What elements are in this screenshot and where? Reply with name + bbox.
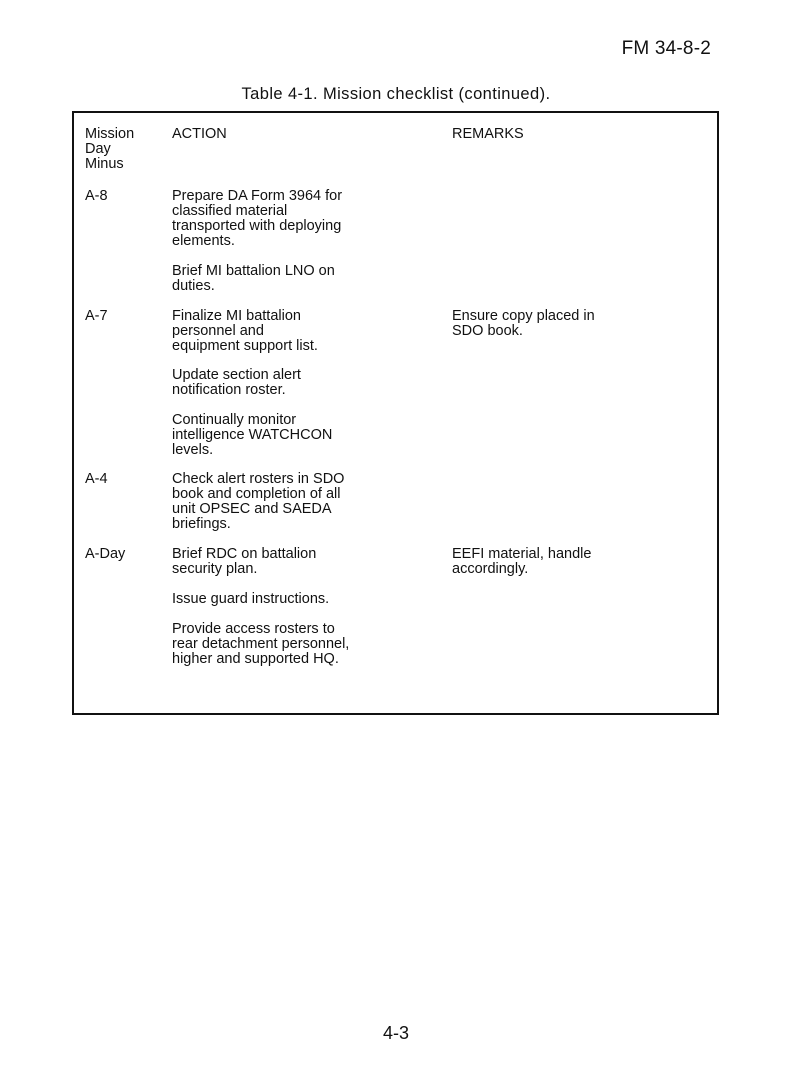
mission-checklist-table <box>72 111 719 715</box>
row-remarks: Ensure copy placed in SDO book. <box>452 308 595 339</box>
table-title: Table 4-1. Mission checklist (continued). <box>241 85 551 103</box>
row-action: Prepare DA Form 3964 for classified material transported with deploying elements. <box>172 188 343 249</box>
row-action: Provide access rosters to rear detachment personnel, higher and supported HQ. <box>172 621 350 667</box>
row-action: Brief MI battalion LNO on duties. <box>172 263 335 294</box>
row-day-a-4: A-4 <box>85 471 108 487</box>
row-action: Brief RDC on battalion security plan. <box>172 546 317 577</box>
column-header-mission-day: Mission Day Minus <box>85 126 135 172</box>
row-action: Check alert rosters in SDO book and completion of all unit OPSEC and SAEDA briefings. <box>172 471 345 532</box>
row-day-a-day: A-Day <box>85 546 126 562</box>
row-action: Update section alert notification roster. <box>172 367 301 398</box>
row-day-a-8: A-8 <box>85 188 108 204</box>
column-header-action: ACTION <box>172 126 227 142</box>
row-action: Issue guard instructions. <box>172 591 330 607</box>
column-header-remarks: REMARKS <box>452 126 524 142</box>
row-action: Finalize MI battalion personnel and equipment support list. <box>172 308 318 354</box>
row-action: Continually monitor intelligence WATCHCON levels. <box>172 412 333 458</box>
row-day-a-7: A-7 <box>85 308 108 324</box>
row-remarks: EEFI material, handle accordingly. <box>452 546 592 577</box>
page-number: 4-3 <box>382 1023 409 1043</box>
document-id: FM 34-8-2 <box>621 38 711 59</box>
